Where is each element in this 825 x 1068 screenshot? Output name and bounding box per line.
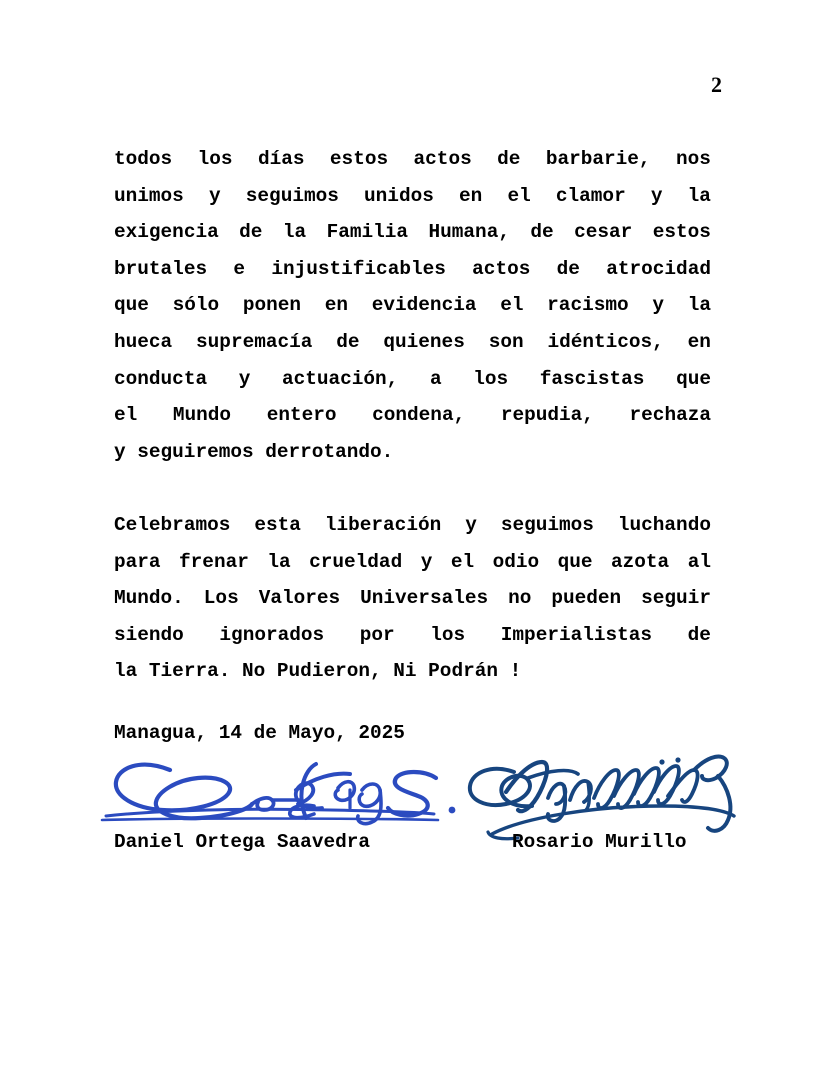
word: No xyxy=(242,660,266,683)
word: rechaza xyxy=(629,404,711,427)
document-body xyxy=(114,141,711,690)
handwritten-signature-icon xyxy=(100,748,460,838)
word: que xyxy=(114,294,149,317)
word: la xyxy=(282,221,307,244)
word: para xyxy=(114,550,161,573)
text-line xyxy=(114,361,711,398)
word: en xyxy=(687,330,711,353)
text-line xyxy=(114,251,711,288)
word: Humana, xyxy=(428,221,510,244)
word: condena, xyxy=(372,404,466,427)
word: de xyxy=(556,257,580,280)
word: de xyxy=(687,623,711,646)
word: Universales xyxy=(360,587,489,610)
word: Los xyxy=(203,587,239,610)
word: clamor xyxy=(555,184,626,207)
word: de xyxy=(239,221,263,244)
word: a xyxy=(429,367,442,390)
word: Podrán xyxy=(428,660,498,683)
word: son xyxy=(488,330,524,353)
dateline: Managua, 14 de Mayo, 2025 xyxy=(114,722,405,744)
word: y xyxy=(650,184,663,207)
word: la xyxy=(687,294,711,317)
word: el xyxy=(500,294,524,317)
word: atrocidad xyxy=(606,257,711,280)
word: Valores xyxy=(258,587,341,610)
text-line xyxy=(114,287,711,324)
word: Celebramos xyxy=(114,513,231,536)
word: y xyxy=(420,550,433,573)
word: y xyxy=(652,294,664,317)
text-line xyxy=(114,214,711,251)
word: supremacía xyxy=(196,330,313,353)
word: evidencia xyxy=(371,294,477,317)
page-number: 2 xyxy=(711,72,722,97)
word: y xyxy=(114,440,126,463)
word: Pudieron, xyxy=(276,660,382,683)
word: idénticos, xyxy=(547,330,664,353)
word: estos xyxy=(652,221,711,244)
word: de xyxy=(497,148,521,170)
word: Tierra. xyxy=(148,660,231,683)
paragraph-1 xyxy=(114,141,711,470)
word: unidos xyxy=(364,184,434,207)
text-line xyxy=(114,617,711,654)
word: los xyxy=(430,623,466,646)
word: los xyxy=(197,148,233,170)
signature-area xyxy=(0,748,825,868)
word: racismo xyxy=(547,294,629,317)
word: el xyxy=(114,404,138,427)
word: Mundo. xyxy=(114,587,184,610)
word: Mundo xyxy=(172,404,232,427)
word: pueden xyxy=(551,587,622,610)
word: crueldad xyxy=(309,550,403,573)
word: exigencia xyxy=(114,221,219,244)
word: barbarie, xyxy=(545,148,651,170)
paragraph-2 xyxy=(114,507,711,690)
word: seguimos xyxy=(500,513,594,536)
word: hueca xyxy=(114,330,173,353)
word: todos xyxy=(114,148,173,170)
signatory-name-daniel-ortega: Daniel Ortega Saavedra xyxy=(114,831,370,853)
word: en xyxy=(459,184,483,207)
word: por xyxy=(359,623,395,646)
word: seguiremos xyxy=(137,440,254,463)
word: azota xyxy=(611,550,670,573)
word: liberación xyxy=(324,513,442,536)
word: entero xyxy=(266,404,337,427)
text-line xyxy=(114,397,711,434)
word: la xyxy=(687,184,711,207)
text-line xyxy=(114,434,711,471)
word: nos xyxy=(676,148,711,170)
word: fascistas xyxy=(539,367,645,390)
word: Imperialistas xyxy=(500,623,653,646)
word: actos xyxy=(472,257,531,280)
word: quienes xyxy=(383,330,465,353)
word: seguir xyxy=(641,587,711,610)
word: actuación, xyxy=(281,367,399,390)
text-line xyxy=(114,544,711,581)
word: en xyxy=(324,294,349,317)
word: Familia xyxy=(326,221,409,244)
word: ! xyxy=(509,660,522,683)
word: y xyxy=(238,367,251,390)
word: luchando xyxy=(617,513,711,536)
word: la xyxy=(267,550,291,573)
text-line xyxy=(114,141,711,178)
word: cesar xyxy=(574,221,633,244)
word: y xyxy=(465,513,477,536)
word: esta xyxy=(254,513,301,536)
text-line xyxy=(114,178,711,215)
word: Ni xyxy=(393,660,417,683)
word: el xyxy=(507,184,531,207)
word: repudia, xyxy=(500,404,594,427)
word: que xyxy=(676,367,711,390)
text-line xyxy=(114,324,711,361)
word: la xyxy=(114,660,138,683)
word: sólo xyxy=(172,294,220,317)
word: e xyxy=(233,257,246,280)
word: que xyxy=(557,550,593,573)
word: de xyxy=(530,221,554,244)
text-line xyxy=(114,580,711,617)
signatory-name-rosario-murillo: Rosario Murillo xyxy=(512,831,687,853)
word: actos xyxy=(413,148,472,170)
word: el xyxy=(450,550,475,573)
word: brutales xyxy=(114,257,208,280)
word: estos xyxy=(329,148,389,170)
word: los xyxy=(473,367,509,390)
word: y xyxy=(208,184,221,207)
word: ignorados xyxy=(219,623,325,646)
word: siendo xyxy=(114,623,184,646)
word: ponen xyxy=(242,294,302,317)
word: derrotando. xyxy=(265,440,394,463)
word: al xyxy=(687,550,711,573)
text-line xyxy=(114,653,711,690)
word: frenar xyxy=(179,550,249,573)
word: odio xyxy=(492,550,540,573)
text-line xyxy=(114,507,711,544)
word: conducta xyxy=(114,367,208,390)
word: de xyxy=(336,330,360,353)
word: seguimos xyxy=(245,184,339,207)
word: no xyxy=(508,587,532,610)
word: unimos xyxy=(114,184,184,207)
word: injustificables xyxy=(271,257,446,280)
word: días xyxy=(257,148,305,170)
